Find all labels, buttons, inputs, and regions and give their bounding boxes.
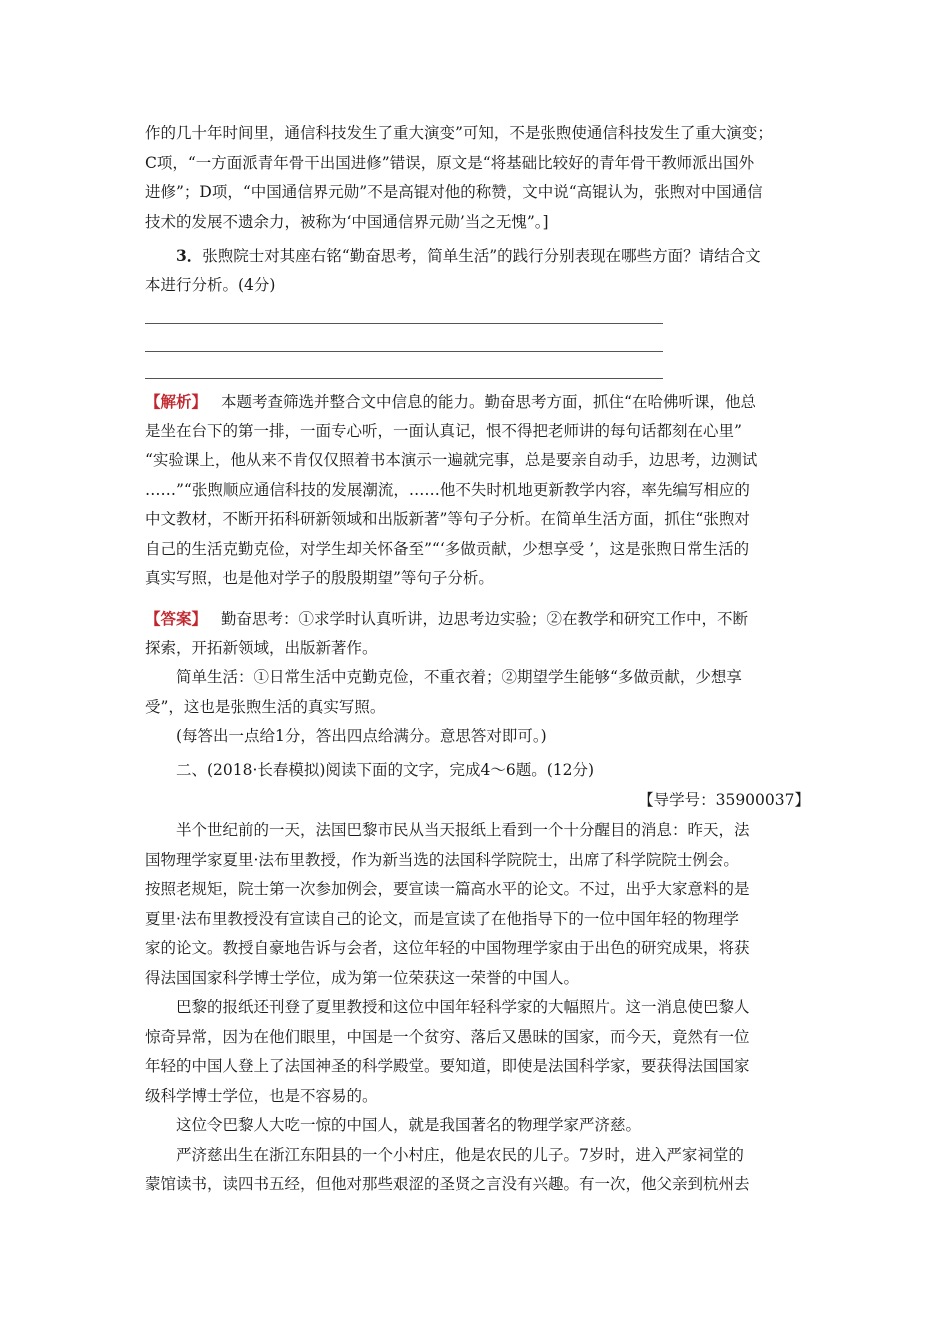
answer-line: 探索，开拓新领域，出版新著作。 <box>145 638 378 657</box>
guide-number: 【导学号：35900037】 <box>638 790 810 809</box>
answer-tag: 【答案】 <box>145 609 208 628</box>
text-line: 作的几十年时间里，通信科技发生了重大演变”可知，不是张煦使通信科技发生了重大演变； <box>145 124 773 142</box>
passage-line: 夏里·法布里教授没有宣读自己的论文，而是宣读了在他指导下的一位中国年轻的物理学 <box>145 909 739 928</box>
answer-block <box>145 604 810 752</box>
question-line: 本进行分析。(4分) <box>145 275 276 294</box>
analysis-line: 是坐在台下的第一排，一面专心听，一面认真记，恨不得把老师讲的每句话都刻在心里” <box>145 421 742 440</box>
reading-passage <box>145 816 810 1200</box>
analysis-line: ……”“张煦顺应通信科技的发展潮流，……他不失时机地更新教学内容，率先编写相应的 <box>145 480 750 499</box>
section-heading: 二、(2018·长春模拟)阅读下面的文字，完成4～6题。(12分) <box>176 761 595 779</box>
passage-line: 巴黎的报纸还刊登了夏里教授和这位中国年轻科学家的大幅照片。这一消息使巴黎人 <box>176 998 750 1016</box>
scoring-note: (每答出一点给1分，答出四点给满分。意思答对即可。) <box>176 727 547 745</box>
passage-line: 国物理学家夏里·法布里教授，作为新当选的法国科学院院士，出席了科学院院士例会。 <box>145 850 739 869</box>
question-text: 张煦院士对其座右铭“勤奋思考，简单生活”的践行分别表现在哪些方面？请结合文 <box>202 247 761 265</box>
section-2 <box>145 756 810 815</box>
passage-line: 这位令巴黎人大吃一惊的中国人，就是我国著名的物理学家严济慈。 <box>176 1116 642 1134</box>
passage-line: 年轻的中国人登上了法国神圣的科学殿堂。要知道，即使是法国科学家，要获得法国国家 <box>145 1057 750 1075</box>
analysis-block <box>145 387 810 594</box>
analysis-tag: 【解析】 <box>145 392 208 411</box>
answer-line: 受”，这也是张煦生活的真实写照。 <box>145 697 386 716</box>
answer-blank-line <box>145 351 663 352</box>
passage-line: 得法国国家科学博士学位，成为第一位荣获这一荣誉的中国人。 <box>145 968 580 987</box>
answer-blank-line <box>145 323 663 324</box>
answer-line <box>145 604 810 634</box>
question-number: 3． <box>176 246 203 265</box>
passage-line: 严济慈出生在浙江东阳县的一个小村庄，他是农民的儿子。7岁时，进入严家祠堂的 <box>176 1145 744 1164</box>
answer-blank-line <box>145 378 663 379</box>
analysis-line: 自己的生活克勤克俭，对学生却关怀备至”“‘多做贡献，少想享受 ’，这是张煦日常生活的 <box>145 539 750 558</box>
question-line <box>145 241 810 271</box>
text-line: 进修”；D项，“中国通信界元勋”不是高锟对他的称赞，文中说“高锟认为，张煦对中国通信 <box>145 183 763 201</box>
passage-line: 惊奇异常，因为在他们眼里，中国是一个贫穷、落后又愚昧的国家，而今天，竟然有一位 <box>145 1027 750 1046</box>
text-line: C项，“一方面派青年骨干出国进修”错误，原文是“将基础比较好的青年骨干教师派出国外 <box>145 153 755 172</box>
top-paragraph <box>145 119 810 237</box>
analysis-text: 本题考查筛选并整合文中信息的能力。勤奋思考方面，抓住“在哈佛听课，他总 <box>221 393 756 411</box>
passage-line: 蒙馆读书，读四书五经，但他对那些艰涩的圣贤之言没有兴趣。有一次，他父亲到杭州去 <box>145 1175 750 1193</box>
passage-line: 按照老规矩，院士第一次参加例会，要宣读一篇高水平的论文。不过，出乎大家意料的是 <box>145 880 750 898</box>
text-line: 技术的发展不遗余力，被称为‘中国通信界元勋’当之无愧”。] <box>145 212 549 231</box>
passage-line: 级科学博士学位，也是不容易的。 <box>145 1086 378 1105</box>
answer-line: 简单生活：①日常生活中克勤克俭，不重衣着；②期望学生能够“多做贡献，少想享 <box>176 668 742 686</box>
analysis-line <box>145 387 810 417</box>
analysis-line: 中文教材，不断开拓科研新领域和出版新著”等句子分析。在简单生活方面，抓住“张煦对 <box>145 510 750 528</box>
question-3 <box>145 241 810 300</box>
passage-line: 半个世纪前的一天，法国巴黎市民从当天报纸上看到一个十分醒目的消息：昨天，法 <box>176 821 750 839</box>
analysis-line: “实验课上，他从来不肯仅仅照着书本演示一遍就完事，总是要亲自动手，边思考，边测试 <box>145 451 758 469</box>
passage-line: 家的论文。教授自豪地告诉与会者，这位年轻的中国物理学家由于出色的研究成果，将获 <box>145 939 750 957</box>
analysis-line: 真实写照，也是他对学子的殷殷期望”等句子分析。 <box>145 569 494 587</box>
answer-text: 勤奋思考：①求学时认真听讲，边思考边实验；②在教学和研究工作中，不断 <box>221 610 749 628</box>
